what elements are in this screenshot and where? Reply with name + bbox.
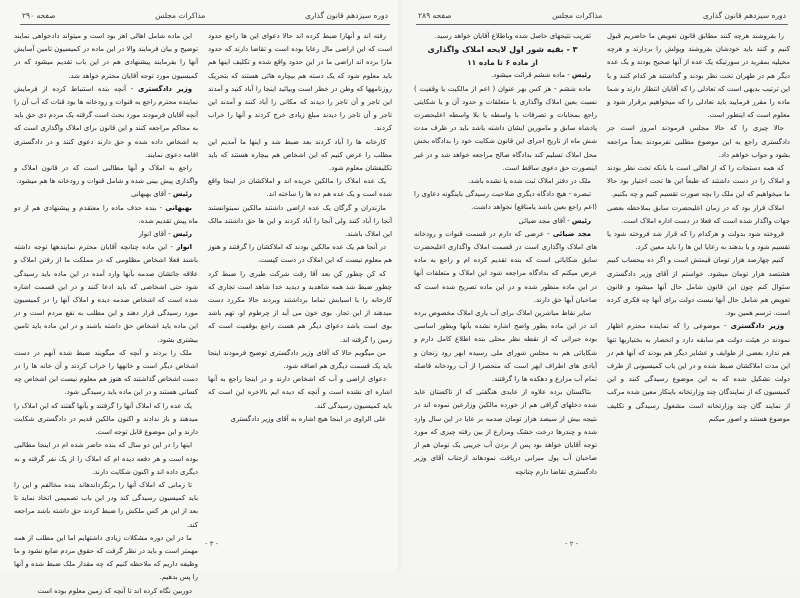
speech-text: ماده ششم قرائت میشود.	[491, 71, 566, 80]
column-right	[208, 30, 392, 534]
running-head-title: مذاکرات مجلس	[552, 10, 603, 20]
body-paragraph: دعوای اراضی و آب که اشخاص دارند و در اینجا راجع به آنها اشاره ای نشده است و آنچه که دیده ایم بالاخره این است که باید کمیسیون رسیدگی کند.	[208, 375, 392, 410]
speaker-name: مجد ضیائی	[552, 229, 591, 238]
body-paragraph: ما در این دوره مشکلات زیادی داشتهایم اما این مطلب از همه مهمتر است و باید در نظر گرفت که حقوق مردم ضایع نشود و ما وظیفه داریم که ملاحظه کنیم که چه مقدار ملک ضبط شده و آنها را پس بدهیم.	[14, 533, 198, 582]
speech-paragraph: وزیر دادگستری - آنچه بنده استنباط کرده از فرمایش نماینده محترم راجع به قنوات و رودخانه ها بود قنات که آب آن را آنچه آقایان فرمودند مورد بحث است گرفته یک مردم ذی حق باید به محاکم مراجعه کنند و این قانون برای املاک واگذاری است که به اشخاص داده شده و حق دارند دعوی کنند و در دادگستری اقامه دعوی نمایند.	[14, 84, 198, 159]
text-columns	[14, 30, 392, 595]
running-head	[418, 8, 786, 22]
body-paragraph: بتاکستان برده علاوه از عایدی هنگفتی که از تاکستان عاید شده دخلهای گزافی هم از خورده مالکین وزارعین نموده اند در نتیجه بیش از سیصد هزار تومان صدمه بر عایا در این سال وارد شده و چندرها درخت خشک ومزارع از بین رفته چیزی که مورد توجه آقایان خواهد بود پس از بردن آب جریبی یک تومان هم از صاحبان آب پول میرابی دریافت نمودهاند ازجناب آقای وزیر دادگستری تقاضا دارم چنانچه	[414, 388, 597, 476]
section-heading: ۳ - بقیه شور اول لایحه املاک واگذاری	[427, 45, 578, 55]
speech-text: عرضی که دارم در قسمت قنوات و رودخانه های املاک واگذاری است در قسمت املاک واگذاری اعلیحضرت سابق شکایاتی است که بنده تقدیم کرده ام و راجع به ماده عرض میکنم که بدادگاه مراجعه شود این املاک و متعلقات آنها در این ماده منظور شده و در این ماده تصریح شده است که صاحبان آبها حق دارند.	[414, 229, 597, 304]
body-paragraph: در آنجا هم یک عده مالکین بودند که املاکشان را گرفتند و هنوز هم معلوم نیست که این املاک در دست کیست.	[208, 243, 392, 265]
body-paragraph: تا زمانی که املاک آنها را برنگرداندهاند بنده مخالفم و این را باید کمیسیون رسیدگی کند ودر این باب تصمیمی اتخاذ نماید تا بعد از این هر کس ملکش را ضبط کردند حق داشته باشد مراجعه کند.	[14, 480, 198, 529]
speaker-name: رئیس	[172, 230, 192, 239]
book-gutter	[398, 0, 402, 570]
body-paragraph: یک عده را که املاک آنها را گرفتند و بآنها گفتند که این املاک را میدهند و باز ندادند و اکنون مالکین قدیم در دادگستری شکایت دارند و این موضوع قابل توجه است.	[14, 401, 198, 437]
body-paragraph: که کن چطور کن بعد آقا رفت شرکت طبری را ضبط کرد چطور ضبط شد همه شاهدید و دیدید خدا شاهد است تجاری که کارخانه را با اسبابش تماما برداشتند وبردند حالا مکررد دست میدهند از این تجار. بوی خون می آید از چرطوم او، تهم باشد بوی است باشد دعوای دیگر هم هست راجع بوقفیت است که زمین را گرفته اند.	[208, 269, 392, 344]
column-right	[607, 30, 790, 534]
body-paragraph: یک عده املاک را مالکین خریده اند و املاکشان در اینجا واقع شده است و یک عده هم ده ها را ساخته اند.	[208, 177, 392, 199]
body-paragraph: حالا چیزی را که حالا مجلس فرمودند امروز است جز دادگستری راجع به این موضوع مطلبی نفرمودند بعداً مراجعه بشود و جواب خواهم داد.	[607, 124, 790, 159]
body-paragraph: ماده ششم - هر کس بهر عنوان ( اعم از مالکیت یا وقفیت ) نسبت بعین املاک واگذاری با متعلقات و حدود آن و یا شکایتی راجع بمحابات و تصرفات با واسطه یا بلا واسطه اعلیحضرت پادشاه سابق و مامورین ایشان داشته باشد باید در ظرف مدت شش ماه از تاریخ اجرای این قانون شکایت خود را بدادگاه بخش محل املاک تسلیم کند بدادگاه صالح مراجعه خواهد شد و در غیر اینصورت حق دعوی ساقط است.	[414, 84, 597, 172]
body-paragraph: راجع به املاک و آبها مطالبی است که در قانون املاک و واگذاری پیش بینی شده و شامل قنوات و رودخانه ها هم میشود.	[14, 164, 198, 186]
speaker-name: وزیر دادگستری	[138, 84, 192, 93]
speech-text: آقای بهبهانی	[131, 190, 167, 199]
header-rule	[416, 24, 788, 25]
running-head-page-label: صفحه ۲۹۰	[22, 10, 56, 20]
body-paragraph: کنیم چهارصد هزار تومان قیمتش است و اگر ده بیحساب کنیم هشتصد هزار تومان میشود. خواستم از آقای وزیر دادگستری سئوال کنم چون این قانون شامل حال آنها میشود و قانون تعویض هم شامل حال آنها نیست دولت برای آنها چه فکری کرده است. ترسم همین بود.	[607, 256, 790, 318]
body-paragraph: ملک را بردند و آنچه که میگویند ضبط شده آنهم در دست اشخاص دیگر است و خانهها را خراب کردند و آن خانه ها را در دست اشخاص گذاشتند که هنوز هم معلوم نیست این اشخاص چه کسانی هستند و در این ماده باید رسیدگی شود.	[14, 348, 198, 397]
speaker-name: بهبهانی	[165, 203, 192, 212]
speaker-name: وزیر دادگستری	[730, 322, 784, 331]
speech-text: آقای انوار	[138, 230, 167, 239]
body-paragraph: را بفروشند هرچه کنند مطابق قانون تعویض ما حاضریم قبول کنیم و کنند باید خودشان بفروشند وپولش را بردارند و هرچه مخیلیه بمقرید در سورتیکه یک عده از آنها صحیح بودند و یک عده دیگر هم در طهران تحت نظر بودند و گذاشتند هر کدام کنند و با این ترتیب بدیهی است که تعادلی را که آقایان انتظار دارند و شما ماده را مقرر فرمایید باید تعادلی را که میخواهیم برقرار شود و معلوم است که اینطور است.	[607, 32, 790, 120]
running-head-session: دوره سیزدهم قانون گذاری	[702, 10, 786, 20]
speech-paragraph: رئیس - آقای مجد ضیائی	[518, 216, 591, 225]
section-subheading: از ماده ۶ تا ماده ۱۱	[467, 58, 538, 68]
body-paragraph: تقریب نتیجهای حاصل شده وباطلاع آقایان خواهد رسید.	[434, 32, 591, 40]
body-paragraph: ملک در دفتر املاک ثبت شده یا نشده باشد.	[468, 177, 591, 186]
body-paragraph: تبصره - هیچ دادگاه دیگری صلاحیت رسیدگی باینگونه دعاوی را (اعم راجع بعین باشد یامنافع) نخواهد داشت.	[414, 190, 597, 212]
page-number: - ۳ -	[205, 540, 219, 548]
body-paragraph: من میگویم حالا که آقای وزیر دادگستری توضیح فرمودند اینجا باید یک قسمت دیگری هم اضافه شود.	[208, 348, 392, 371]
body-paragraph: کارخانه ها را آباد کردند بعد ضبط شد و اینها ما آمدیم این مطلب را عرض کنیم که این اشخاص هم بیچاره هستند که باید تکلیفشان معلوم شود.	[208, 137, 392, 173]
speech-paragraph: بهبهانی - بنده حذف ماده را معتقدم و پیشنهادی هم از دو ماه پیش تقدیم شده.	[14, 203, 198, 225]
speech-paragraph: مجد ضیائی - عرضی که دارم در قسمت قنوات و رودخانه های املاک واگذاری است در قسمت املاک واگذاری اعلیحضرت سابق شکایاتی است که بنده تقدیم کرده ام و راجع به ماده عرض میکنم که بدادگاه مراجعه شود این املاک و متعلقات آنها در این ماده منظور شده و در این ماده تصریح شده است که صاحبان آبها حق دارند.	[414, 229, 597, 304]
body-paragraph: این ماده شامل اهالی اهر بود است و میتواند دادخواهی نمایند توضیح و بیان فرمایند والا در این ماده در کمیسیون تامین آسایش آنها را بفرمایند پیشنهادی هم در این باب تقدیم میشود که در کمیسیون مورد توجه آقایان محترم خواهد شد.	[14, 32, 198, 80]
header-rule	[20, 24, 390, 25]
body-paragraph: مازندران و گرگان یک عده اراضی داشتند مالکین نمیتوانستند آنجا را آباد کنند ولی آنجا را آباد کردند و این ها حق داشتند مالک این املاک باشند.	[208, 203, 392, 239]
speaker-name: رئیس	[571, 216, 591, 225]
body-paragraph: دوربین نگاه کرده اند تا آنچه که زمین معلوم بوده است	[37, 586, 192, 595]
body-paragraph: سایر نقاط مباشرین املاک برای آب یاری املاک مخصوص برده اند در این ماده بطور واضح اشاره نشده بآنها وبطور اساسی بوده جبرانی که از نقطه نظر محلی بنده اطلاع کامل دارم و شکایاتی هم به مجلس شورای ملی رسیده ابهر رود زنجان و آبادی های اطراف ابهر است که منحصرا از آب رودخانه فاصله تمام آب مزارع و دهکده ها را گرفتند.	[414, 309, 597, 384]
speaker-name: رئیس	[571, 71, 591, 80]
running-head	[22, 8, 388, 22]
speech-text: این ماده چنانچه آقایان محترم نمایندهها توجه داشته باشند فعلا اشخاص مظلومی که در مملکت ما از رفتن املاک و علاقه جاتشان صدمه بآنها وارد آمده در این ماده باید رسیدگی شود حتی اشخاصی که باید ادعا کنند و در این قسمت اشاره شده است که اشخاص صدمه دیده و املاک آنها را در کمیسیون مورد رسیدگی قرار دهند و این مطلب به نفع مردم است و در این ماده باید اشخاص حق داشته باشند و در این ماده باید تامین بیشتری بشود.	[14, 243, 198, 344]
speech-paragraph: رئیس - آقای بهبهانی	[131, 190, 192, 199]
body-paragraph: رفته اند و آنهارا ضبط کرده اند حالا دعوای این ها راجع حدود است که این اراضی مال رعایا بوده است و تقاضا دارند که حدود مارا برده اند اراضی ما در این حدود واقع شده و تکلیف اینها هم باید معلوم شود که یک دسته هم بیچاره هائی هستند که بتحریک روزنامهها که وطن در خطر است وبیائید اینجا را آباد کنید و آمدند این تاجر و آن تاجر را دیدند که مکانی را آباد کنند و آمدند این تاجر و آن تاجر را دیدند مبلغ زیادی خرج کردند و آنها را خراب کردند.	[208, 32, 392, 133]
speech-paragraph: وزیر دادگستری - موضوعی را که نماینده محترم اظهار نمودند در هیئت دولت هم سابقه دارد و انحصار به بختیاریها تنها هم ندارد بعضی از طوایف و عشایر دیگر هم بودند که آنها هم در این مدت املاکشان ضبط شده و در این باب کمیسیونی از طرف دولت تشکیل شده که به این موضوع رسیدگی کنند و این کمیسیون که از نمایندگان چند وزارتخانه باینکار معین شده مرکب از نمایند گان چند وزارتخانه است مشغول رسیدگی و تکلیف موضوع هستند و اصور میکنم	[607, 322, 790, 423]
speech-paragraph: رئیس - ماده ششم قرائت میشود.	[491, 71, 591, 80]
column-left	[414, 30, 597, 534]
speaker-name: انوار	[176, 243, 192, 252]
speech-text: موضوعی را که نماینده محترم اظهار نمودند در هیئت دولت هم سابقه دارد و انحصار به بختیاریها تنها هم ندارد بعضی از طوایف و عشایر دیگر هم بودند که آنها هم در این مدت املاکشان ضبط شده و در این باب کمیسیونی از طرف دولت تشکیل شده که به این موضوع رسیدگی کنند و این کمیسیون که از نمایندگان چند وزارتخانه باینکار معین شده مرکب از نمایند گان چند وزارتخانه است مشغول رسیدگی و تکلیف موضوع هستند و اصور میکنم	[607, 322, 790, 423]
speech-paragraph: انوار - این ماده چنانچه آقایان محترم نمایندهها توجه داشته باشند فعلا اشخاص مظلومی که در مملکت ما از رفتن املاک و علاقه جاتشان صدمه بآنها وارد آمده در این ماده باید رسیدگی شود حتی اشخاصی که باید ادعا کنند و در این قسمت اشاره شده است که اشخاص صدمه دیده و املاک آنها را در کمیسیون مورد رسیدگی قرار دهند و این مطلب به نفع مردم است و در این ماده باید اشخاص حق داشته باشند و در این ماده باید تامین بیشتری بشود.	[14, 243, 198, 344]
body-paragraph: اینها را در این دو سال که بنده حاضر شده ام در اینجا مطالبی بوده است و هر دفعه دیده ام که املاک را از یک نفر گرفته و به دیگری داده اند و اکنون شکایت دارند.	[14, 441, 198, 476]
body-paragraph: که همه دستجات را که از اهالی است با بانکه تحت نظر بودند و املاک را در دست داشتند که طبعاً این ها تحت اختیار بود حالا ما میخواهیم که این ملک را بچه صورت تقسیم کنیم و چه بکنیم.	[607, 164, 790, 199]
speech-paragraph: رئیس - آقای انوار	[138, 230, 192, 239]
running-head-title: مذاکرات مجلس	[155, 10, 206, 20]
speech-text: بنده حذف ماده را معتقدم و پیشنهادی هم از دو ماه پیش تقدیم شده.	[14, 203, 198, 225]
text-columns	[414, 30, 790, 534]
body-paragraph: فروخته شود بدولت و هرکدام را که قرار شد فروخته شود یا تقسیم شود و یا بدهند به رعایا این ها را باید معین کرد.	[607, 230, 790, 252]
running-head-page-label: صفحه ۲۸۹	[418, 10, 452, 20]
page-number: - ۲ -	[565, 540, 579, 548]
column-left	[14, 30, 198, 595]
body-paragraph: علی الراوی در اینجا هیچ اشاره به آقای وزیر دادگستری	[230, 414, 386, 423]
running-head-session: دوره سیزدهم قانون گذاری	[304, 10, 388, 20]
page-289	[400, 0, 800, 570]
speech-text: آنچه بنده استنباط کرده از فرمایش نماینده محترم راجع به قنوات و رودخانه ها بود قنات که آب آن را آنچه آقایان فرمودند مورد بحث است گرفته یک مردم ذی حق باید به محاکم مراجعه کنند و این قانون برای املاک واگذاری است که به اشخاص داده شده و حق دارند دعوی کنند و در دادگستری اقامه دعوی نمایند.	[14, 84, 198, 159]
body-paragraph: املاک قرار بود که در زمان اعلیحضرت سابق بملاحظه بعضی جهات واگذار شده است که فعلا در دست اداره املاک است.	[607, 203, 790, 225]
page-290	[0, 0, 400, 595]
speech-text: آقای مجد ضیائی	[518, 216, 566, 225]
speaker-name: رئیس	[172, 190, 192, 199]
